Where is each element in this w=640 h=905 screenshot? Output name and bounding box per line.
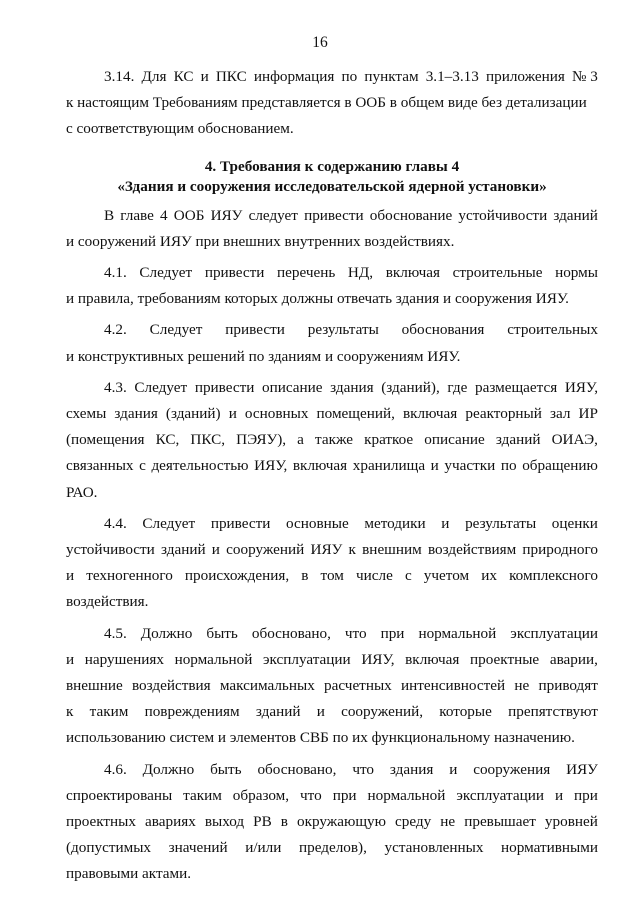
word: здания (114, 405, 158, 423)
word: результаты (307, 321, 379, 339)
word: пунктам (364, 68, 419, 85)
word: Следует (149, 321, 203, 339)
word: основных (244, 405, 309, 423)
paragraph-3-14 (66, 64, 598, 143)
word: в (280, 813, 288, 831)
word: размещается (474, 378, 558, 396)
word: пределов), (298, 839, 367, 857)
word: выход (204, 813, 245, 831)
word: уровней (544, 813, 598, 831)
word: привести (304, 206, 364, 224)
word: происхождения, (184, 567, 290, 585)
paragraph-line (66, 203, 598, 229)
word: препятствуют (508, 703, 598, 721)
word: (помещения (66, 431, 145, 449)
word: основные (286, 514, 349, 532)
word: к (66, 703, 74, 721)
word: методики (364, 514, 426, 532)
word: проектных (66, 813, 136, 831)
paragraph-line (66, 260, 598, 286)
word: следует (248, 206, 298, 224)
word: нарушениях (84, 650, 164, 668)
word: к (348, 541, 356, 559)
word: при (574, 786, 598, 804)
word: спроектированы (66, 786, 173, 804)
word: нормальной (418, 624, 497, 642)
word: (допустимых (66, 839, 152, 857)
word: 4.1. (104, 264, 127, 282)
document-body (66, 64, 598, 888)
paragraph-line: использованию систем и элементов СВБ по их функциональному назначению. (66, 729, 575, 747)
word: и (554, 786, 564, 804)
word: включая (292, 457, 348, 475)
word: не (440, 813, 456, 831)
word: Должно (142, 760, 195, 778)
word: привести (210, 514, 271, 532)
word: при (332, 786, 357, 804)
word: том (320, 567, 344, 585)
word: техногенного (86, 567, 173, 585)
paragraph-intro (66, 203, 598, 255)
word: зданий (495, 431, 541, 449)
word: таким (89, 703, 129, 721)
paragraph-line: правовыми актами. (66, 865, 192, 883)
paragraph-line (66, 453, 598, 479)
word: ПКС (215, 68, 247, 85)
word: описание (424, 431, 485, 449)
word: обращению (522, 457, 598, 475)
word: сооружения (473, 760, 551, 778)
word: строительные (452, 264, 543, 282)
word: деятельностью (151, 457, 249, 475)
word: внешним (362, 541, 422, 559)
word: учетом (423, 567, 470, 585)
word: нормальной (367, 786, 446, 804)
paragraph-line (66, 835, 598, 861)
word: и/или (245, 839, 282, 857)
word: участки (444, 457, 496, 475)
paragraph-line: и конструктивных решений по зданиям и сооружениям ИЯУ. (66, 347, 461, 365)
word: максимальных (219, 677, 315, 695)
paragraph-line (66, 673, 598, 699)
paragraph-line (66, 757, 598, 783)
word: и (430, 457, 439, 475)
word: РВ (253, 813, 272, 831)
word: главе (120, 206, 154, 224)
word: зданий (161, 541, 206, 559)
paragraph-line (66, 427, 598, 453)
word: природного (522, 541, 598, 559)
word: авариях (145, 813, 196, 831)
word: ООБ (173, 206, 205, 224)
word: привести (194, 378, 255, 396)
word: и (316, 703, 325, 721)
paragraph-line (66, 317, 598, 343)
word: а (297, 431, 304, 449)
word: которые (439, 703, 492, 721)
paragraph-line (66, 621, 598, 647)
word: приложения (485, 68, 565, 85)
word: приводят (538, 677, 598, 695)
word: числе (356, 567, 393, 585)
word: включая (385, 264, 440, 282)
word: помещений, (316, 405, 395, 423)
word: Следует (134, 378, 188, 396)
word: описание (262, 378, 323, 396)
paragraph-4-1 (66, 260, 598, 312)
word: при (380, 624, 405, 642)
word: перечень (277, 264, 336, 282)
word: что (344, 624, 367, 642)
word: оценки (551, 514, 598, 532)
word: комплексного (509, 567, 598, 585)
word: в (301, 567, 309, 585)
word: краткое (364, 431, 414, 449)
word: эксплуатации (510, 624, 598, 642)
word: ИЯУ (210, 206, 243, 224)
word: В (104, 206, 115, 224)
word: зданий (553, 206, 598, 224)
word: нормальной (174, 650, 253, 668)
word: ИЯУ, (564, 378, 598, 396)
word: аварии, (549, 650, 598, 668)
word: и (66, 650, 75, 668)
word: реакторный (465, 405, 542, 423)
word: зал (549, 405, 571, 423)
word: и (200, 68, 209, 85)
paragraph-4-2 (66, 317, 598, 369)
word: по (500, 457, 517, 475)
paragraph-line (66, 647, 598, 673)
word: (зданий) (165, 405, 221, 423)
word: повреждениям (144, 703, 240, 721)
paragraph-4-3 (66, 375, 598, 506)
word: 4.2. (104, 321, 127, 339)
paragraph-line (66, 375, 598, 401)
paragraph-line (66, 64, 598, 90)
word: воздействия (131, 677, 211, 695)
word: строительных (507, 321, 598, 339)
word: ИЯУ, (361, 650, 395, 668)
word: включая (403, 405, 458, 423)
word: также (315, 431, 353, 449)
word: ИР (578, 405, 598, 423)
word: по (341, 68, 358, 85)
word: быть (210, 760, 242, 778)
paragraph-line (66, 563, 598, 589)
word: результаты (465, 514, 537, 532)
word: обоснование (369, 206, 453, 224)
word: эксплуатации (263, 650, 351, 668)
word: 3.14. (104, 68, 135, 85)
section-heading (66, 157, 598, 197)
word: и (228, 405, 237, 423)
word: 4 (160, 206, 168, 224)
word: воздействиям (427, 541, 517, 559)
word: 4.4. (104, 514, 127, 532)
word: здания (330, 378, 374, 396)
word: ИЯУ (566, 760, 598, 778)
word: здания (389, 760, 434, 778)
word: внешние (66, 677, 123, 695)
word: нормы (555, 264, 598, 282)
word: № 3 (572, 68, 598, 85)
word: КС (173, 68, 194, 85)
word: сооружений (226, 541, 305, 559)
word: (зданий), (381, 378, 440, 396)
paragraph-line (66, 783, 598, 809)
word: ИЯУ, (254, 457, 288, 475)
word: что (352, 760, 374, 778)
word: схемы (66, 405, 107, 423)
word: 4.5. (104, 624, 127, 642)
word: обосновано, (251, 624, 331, 642)
word: связанных (66, 457, 134, 475)
word: НД, (347, 264, 374, 282)
word: 3.1–3.13 (425, 68, 479, 85)
word: проектные (470, 650, 540, 668)
word: информация (253, 68, 335, 85)
word: Следует (142, 514, 196, 532)
word: Должно (140, 624, 193, 642)
word: окружающую (297, 813, 386, 831)
page-number: 16 (312, 34, 328, 51)
word: Для (141, 68, 167, 85)
word: их (481, 567, 497, 585)
paragraph-line: РАО. (66, 483, 98, 501)
paragraph-line (66, 511, 598, 537)
word: обосновано, (257, 760, 337, 778)
word: зданий (255, 703, 301, 721)
section-heading-line: «Здания и сооружения исследовательской ядерной установки» (117, 177, 547, 195)
paragraph-line: воздействия. (66, 593, 149, 611)
word: быть (206, 624, 238, 642)
word: с (404, 567, 412, 585)
word: и (211, 541, 220, 559)
word: эксплуатации (456, 786, 544, 804)
word: КС, (155, 431, 180, 449)
word: где (447, 378, 468, 396)
word: привести (225, 321, 285, 339)
word: Следует (139, 264, 193, 282)
word: и (66, 567, 75, 585)
word: что (300, 786, 322, 804)
paragraph-4-4 (66, 511, 598, 616)
word: ИЯУ (310, 541, 343, 559)
word: расчетных (324, 677, 392, 695)
word: включая (405, 650, 460, 668)
paragraph-4-5 (66, 621, 598, 752)
word: установленных (384, 839, 484, 857)
word: ПЭЯУ), (236, 431, 287, 449)
word: 4.3. (104, 378, 127, 396)
word: интенсивностей (400, 677, 506, 695)
word: обоснования (401, 321, 485, 339)
word: превышает (464, 813, 536, 831)
word: не (514, 677, 530, 695)
word: и (441, 514, 450, 532)
word: сооружений, (341, 703, 424, 721)
paragraph-line (66, 699, 598, 725)
word: нормативными (501, 839, 598, 857)
paragraph-line (66, 809, 598, 835)
paragraph-line (66, 401, 598, 427)
paragraph-line: и сооружений ИЯУ при внешних внутренних воздействиях. (66, 232, 455, 250)
word: ПКС, (190, 431, 226, 449)
word: таким (183, 786, 222, 804)
word: значений (168, 839, 228, 857)
word: ОИАЭ, (551, 431, 598, 449)
paragraph-line: к настоящим Требованиям представляется в ООБ в общем виде без детализации (66, 94, 587, 112)
word: устойчивости (458, 206, 548, 224)
section-heading-line: 4. Требования к содержанию главы 4 (204, 157, 460, 175)
paragraph-line (66, 537, 598, 563)
paragraph-line: и правила, требованиям которых должны отвечать здания и сооружения ИЯУ. (66, 290, 569, 308)
word: и (449, 760, 458, 778)
paragraph-4-6 (66, 757, 598, 888)
word: 4.6. (104, 760, 127, 778)
word: устойчивости (66, 541, 155, 559)
word: привести (204, 264, 265, 282)
paragraph-line: с соответствующим обоснованием. (66, 120, 294, 138)
word: с (139, 457, 146, 475)
word: хранилища (352, 457, 426, 475)
word: среду (395, 813, 432, 831)
word: образом, (232, 786, 290, 804)
